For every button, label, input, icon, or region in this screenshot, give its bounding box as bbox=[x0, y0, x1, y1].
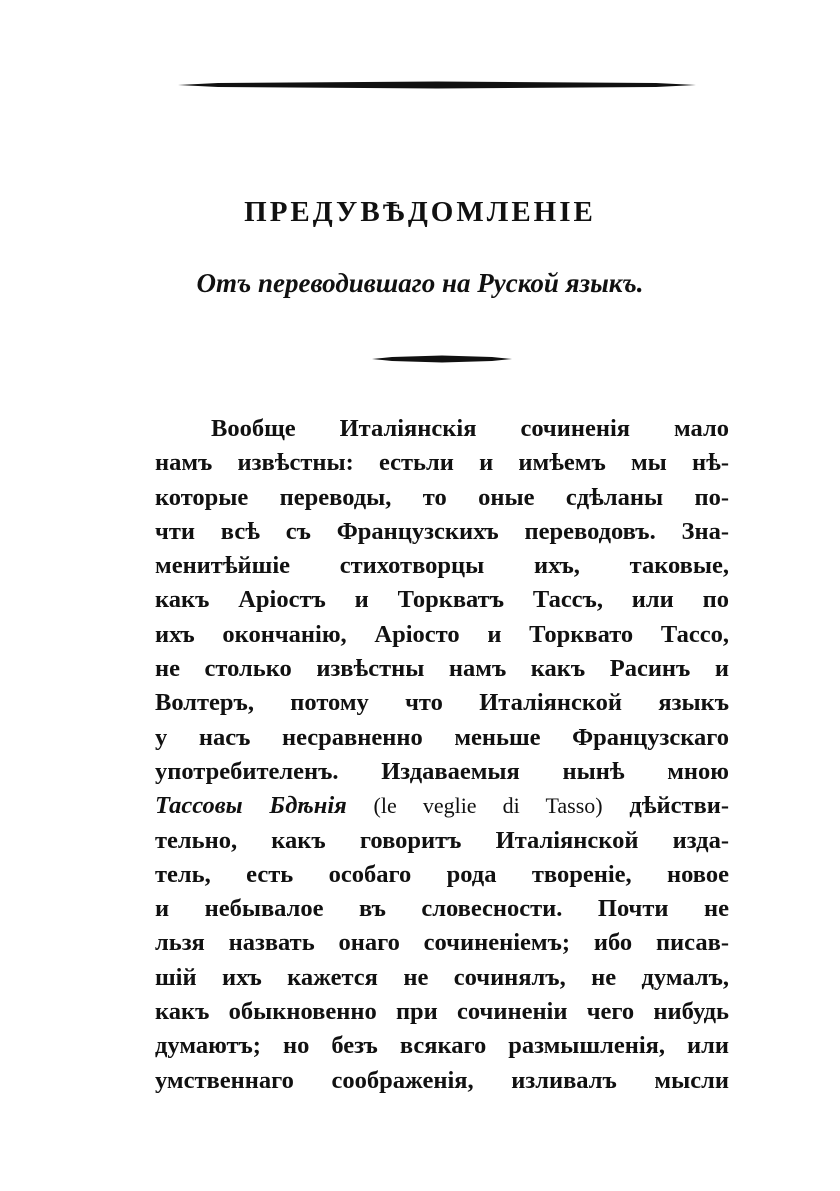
text-line: у насъ несравненно меньше Французскаго bbox=[155, 723, 729, 751]
text-line: думаютъ; но безъ всякаго размышленiя, или bbox=[155, 1032, 729, 1060]
ornamental-rule bbox=[372, 354, 512, 364]
text-line: употребителенъ. Издаваемыя нынѣ мною bbox=[155, 757, 729, 785]
text-line: намъ извѣстны: естьли и имѣемъ мы нѣ- bbox=[155, 449, 729, 477]
text-line: не столько извѣстны намъ какъ Расинъ и bbox=[155, 655, 729, 683]
text-line: Вообще Италiянскiя сочиненiя мало bbox=[211, 415, 729, 442]
text-line: какъ Арiостъ и Торкватъ Тассъ, или по bbox=[155, 586, 729, 614]
text-line: какъ обыкновенно при сочиненiи чего нибудь bbox=[155, 998, 729, 1026]
text-line: чти всѣ съ Французскихъ переводовъ. Зна- bbox=[155, 517, 729, 545]
text-fragment: дѣйстви- bbox=[629, 792, 729, 820]
italian-title: (le veglie di Tasso) bbox=[373, 793, 603, 819]
text-line: умственнаго соображенiя, изливалъ мысли bbox=[155, 1066, 729, 1094]
top-rule bbox=[178, 80, 696, 90]
body-text bbox=[155, 412, 729, 1098]
text-line-with-title bbox=[155, 789, 729, 823]
text-line: тель, есть особаго рода творенiе, новое bbox=[155, 860, 729, 888]
italic-book-title: Тассовы Бдѣнiя bbox=[155, 792, 347, 820]
text-line: шiй ихъ кажется не сочинялъ, не думалъ, bbox=[155, 963, 729, 991]
text-line: ихъ окончанiю, Арiосто и Торквато Тассо, bbox=[155, 620, 729, 648]
text-line: которые переводы, то оные сдѣланы по- bbox=[155, 483, 729, 511]
text-line: тельно, какъ говоритъ Италiянской изда- bbox=[155, 826, 729, 854]
page-title: ПРЕДУВѢДОМЛЕНIЕ bbox=[244, 196, 596, 228]
text-line: Волтеръ, потому что Италiянской языкъ bbox=[155, 689, 729, 717]
text-line: и небывалое въ словесности. Почти не bbox=[155, 895, 729, 923]
text-line: льзя назвать онаго сочиненiемъ; ибо писав- bbox=[155, 929, 729, 957]
text-line: менитѣйшiе стихотворцы ихъ, таковые, bbox=[155, 552, 729, 580]
page-subtitle: Отъ переводившаго на Руской языкъ. bbox=[196, 268, 644, 298]
